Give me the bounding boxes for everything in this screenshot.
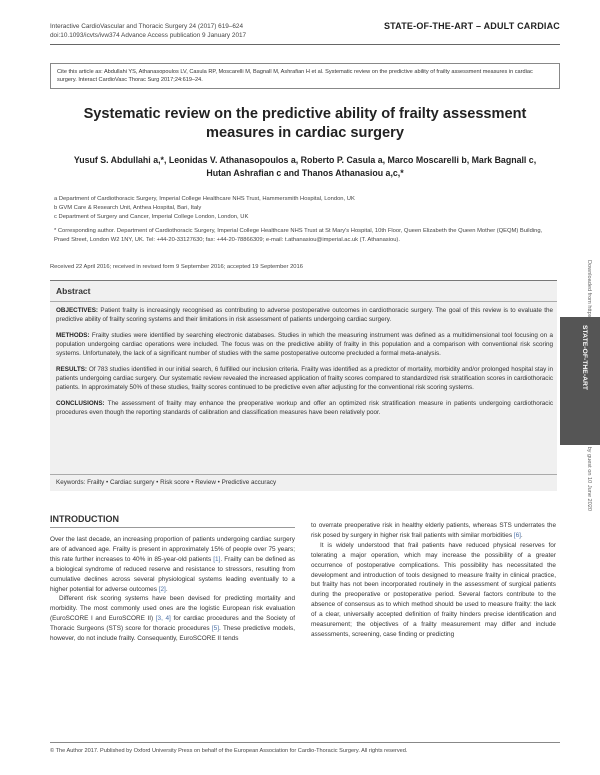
reference-link[interactable]: [6]: [513, 531, 521, 539]
section-label: STATE-OF-THE-ART – ADULT CARDIAC: [383, 21, 560, 31]
keywords-rule: [50, 474, 557, 475]
objectives-label: OBJECTIVES:: [56, 307, 98, 314]
text-run: . These predictive models, however, do not include frailty. Consequently, EuroSCORE II tends: [50, 625, 295, 643]
title-line-1: Systematic review on the predictive ability of frailty assessment: [83, 106, 527, 122]
doi-line: doi:10.1093/icvts/ivw374 Advance Access publication 9 January 2017: [50, 32, 247, 39]
left-column: [50, 535, 295, 644]
methods-label: METHODS:: [56, 331, 90, 339]
text-run: for cardiac procedures and the Society of Thoracic Surgeons (STS) score for thoracic procedures: [50, 615, 296, 633]
corresponding-author: * Corresponding author. Department of Cardiothoracic Surgery, Imperial College Healthcare NHS Trust at St Mary's Hospital, 10th Floor, Queen Elizabeth the Queen Mother (QEQM) Building, Praed Street, London W2 1NY, UK. Tel: +44-20-33127630; fax: +44-20-78866309; e-mail: t.athanasiou@imperial.ac.uk (T. Athanasiou).: [54, 228, 543, 243]
reference-link[interactable]: [2]: [158, 585, 166, 593]
methods-text: Frailty studies were identified by searching electronic databases. Studies in which the measuring instrument was defined as a multidimensional tool focusing on a population undergoing cardiac operations were included. The focus was on the predictive ability of frailty in this population and a comparison with conventional risk scoring systems. Unfortunately, the lack of a significant number of studies with the same postoperative outcome precluded a formal meta-analysis.: [56, 331, 553, 358]
affiliations: [54, 195, 355, 222]
authors-line-2: Hutan Ashrafian c and Thanos Athanasiou a,c,*: [206, 168, 404, 178]
abstract-heading-rule: [50, 301, 557, 302]
abstract-objectives: [56, 306, 553, 324]
journal-header: [50, 22, 246, 40]
abstract-conclusions: [56, 399, 553, 417]
reference-link[interactable]: [3, 4]: [155, 615, 171, 623]
objectives-text: Patient frailty is increasingly recognised as contributing to adverse postoperative outcomes in cardiothoracic surgery. The goal of this review is to evaluate the predictive ability of frailty scoring systems and their limitations in risk assessment of patients undergoing cardiac surgery.: [56, 307, 553, 324]
abstract-body: [56, 306, 553, 424]
right-column: [311, 521, 556, 640]
conclusions-label: CONCLUSIONS:: [56, 400, 105, 408]
citation-box: Cite this article as: Abdullahi YS, Athanasopoulos LV, Casula RP, Moscarelli M, Bagnall M, Ashrafian H et al. Systematic review on the predictive ability of frailty assessment measures in cardiac surgery. Interact CardioVasc Thorac Surg 2017;24:619–24.: [50, 63, 560, 89]
abstract-heading: Abstract: [56, 286, 91, 296]
section-heading-introduction: INTRODUCTION: [50, 514, 119, 524]
abstract-top-rule: [50, 280, 557, 281]
intro-paragraph-2: [50, 594, 295, 644]
text-run: .: [165, 585, 168, 593]
abstract-methods: [56, 331, 553, 359]
header-divider: [50, 44, 560, 45]
article-title: [50, 105, 560, 143]
section-side-tab: [560, 317, 600, 445]
text-run: .: [520, 531, 523, 539]
intro-paragraph-1: [50, 535, 295, 594]
results-label: RESULTS:: [56, 366, 88, 374]
journal-citation-line: Interactive CardioVascular and Thoracic Surgery 24 (2017) 619–624: [50, 23, 244, 30]
footer-rule: [50, 742, 560, 743]
received-dates: Received 22 April 2016; received in revised form 9 September 2016; accepted 19 September 2016: [50, 264, 303, 270]
intro-paragraph-4: It is widely understood that frail patients have reduced physical reserves for tolerating a major operation, which may increase the possibility of a greater occurrence of postoperative complications. This possibility has necessitated the development and introduction of tools designed to measure frailty in clinical practice, but frailty has not been incorporated routinely in the assessment of surgical patients during the preoperative or postoperative period. Several factors contribute to the absence of consensus as to which method should be used to measure frailty: the lack of a clear, universally accepted definition of frailty hinders precise identification and measurement; the objectives of a frailty measurement may differ and include assessments, screening, case finding or predicting: [311, 541, 556, 638]
abstract-results: [56, 365, 553, 393]
keywords: Keywords: Frailty • Cardiac surgery • Risk score • Review • Predictive accuracy: [56, 479, 277, 486]
affiliation-a: a Department of Cardiothoracic Surgery, Imperial College Healthcare NHS Trust, Hammersmith Hospital, London, UK: [54, 196, 355, 202]
affiliation-c: c Department of Surgery and Cancer, Imperial College London, London, UK: [54, 214, 249, 220]
side-tab-label: STATE-OF-THE-ART: [581, 325, 588, 391]
section-rule: [50, 527, 295, 528]
text-run: Different risk scoring systems have been devised for predicting mortality and morbidity. The most commonly used ones are the logistic European risk evaluation (EuroSCORE I and EuroSCORE II): [50, 595, 295, 623]
author-list: [55, 154, 555, 180]
conclusions-text: The assessment of frailty may enhance the preoperative workup and offer an optimized risk stratification measure in patients undergoing cardiothoracic procedures even though the reporting standards of calibration and classification measures have been relatively poor.: [56, 400, 553, 417]
copyright-footer: © The Author 2017. Published by Oxford University Press on behalf of the European Association for Cardio-Thoracic Surgery. All rights reserved.: [50, 748, 408, 754]
text-run: to overrate preoperative risk in healthy elderly patients, whereas STS underrates the risk posed by surgery in higher risk frail patients with similar morbidities: [311, 522, 556, 539]
text-run: . Frailty can be defined as a biological syndrome of reduced reserve and resistance to stressors, resulting from cumulative declines across several physiological systems leading eventually to a higher potential for adverse outcomes: [50, 555, 295, 593]
results-text: Of 783 studies identified in our initial search, 6 fulfilled our inclusion criteria. Frailty was identified as a predictor of mortality, morbidity and/or prolonged hospital stay in patients undergoing cardiac surgery. Our systematic review revealed the increased application of frailty scores compared to standardized risk stratification scores in cardiothoracic patients. In approximately 50% of these studies, frailty scores continued to be predictive even after adjusting for the conventional risk scoring systems.: [56, 366, 554, 392]
authors-line-1: Yusuf S. Abdullahi a,*, Leonidas V. Athanasopoulos a, Roberto P. Casula a, Marco Moscarelli b, Mark Bagnall c,: [73, 155, 537, 165]
text-run: Over the last decade, an increasing proportion of patients undergoing cardiac surgery are of advanced age. Frailty is present in approximately 15% of people over 75 years; this rate further increases to 40% in 85-year-old patients: [50, 536, 295, 563]
reference-link[interactable]: [5]: [211, 625, 220, 633]
title-line-2: measures in cardiac surgery: [206, 125, 404, 141]
reference-link[interactable]: [1]: [213, 555, 221, 563]
affiliation-b: b GVM Care & Research Unit, Anthea Hospital, Bari, Italy: [54, 205, 202, 211]
intro-paragraph-3: [311, 521, 556, 541]
